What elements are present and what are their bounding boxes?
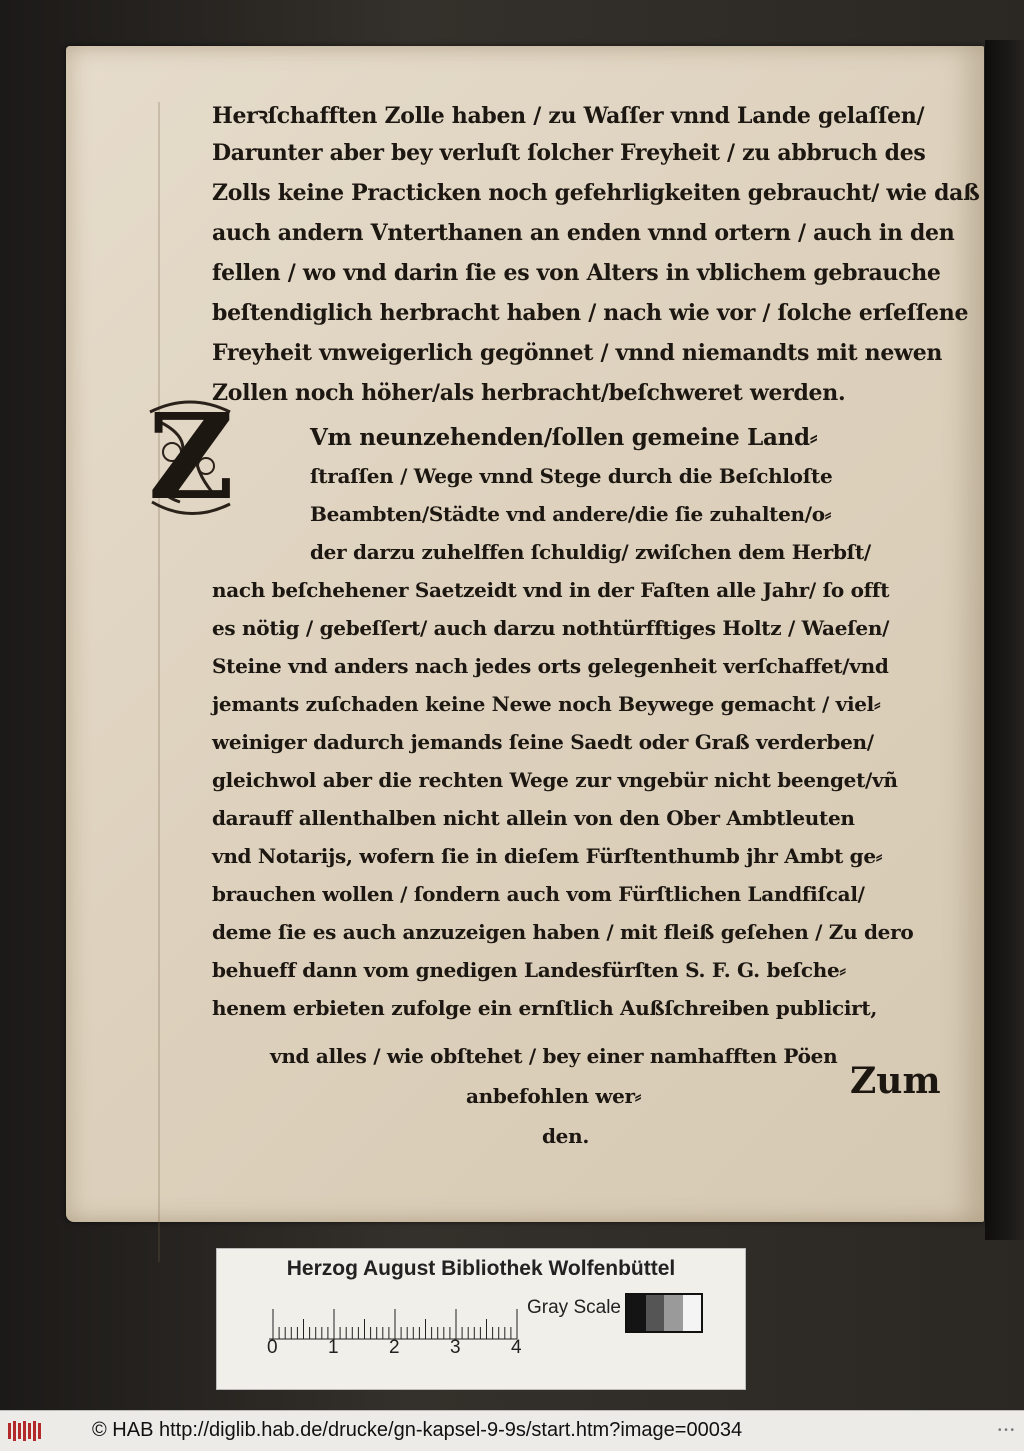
text-line: beſtendiglich herbracht haben / nach wie vor / ſolche erſeſſene xyxy=(212,300,969,326)
ruler-number: 0 xyxy=(267,1337,278,1358)
text-line: Zolls keine Practicken noch gefehrligkeiten gebraucht/ wie daß xyxy=(212,180,980,206)
text-line: behueff dann vom gnedigen Landesfürſten S. F. G. beſche⸗ xyxy=(212,958,846,982)
text-line: brauchen wollen / ſondern auch vom Fürſtlichen Landfiſcal/ xyxy=(212,882,865,906)
drop-cap: Z xyxy=(148,387,235,526)
gray-swatch xyxy=(664,1295,683,1331)
ruler-number: 2 xyxy=(389,1337,400,1358)
text-line: gleichwol aber die rechten Wege zur vngebür nicht beenget/vñ xyxy=(212,768,898,792)
text-line: es nötig / gebeſſert/ auch darzu nothtürfftiges Holtz / Waeſen/ xyxy=(212,616,890,640)
text-line: vnd alles / wie obſtehet / bey einer namhafften Pöen xyxy=(270,1044,838,1068)
text-line: Herꝛſchafften Zolle haben / zu Waſſer vnnd Lande gelaſſen/ xyxy=(212,103,925,129)
ruler-number: 1 xyxy=(328,1337,339,1358)
gray-swatch xyxy=(627,1295,646,1331)
text-line: Zollen noch höher/als herbracht/beſchweret werden. xyxy=(212,380,846,406)
text-line: nach beſchehener Saetzeidt vnd in der Faſten alle Jahr/ ſo offt xyxy=(212,578,890,602)
text-line: anbefohlen wer⸗ xyxy=(466,1084,642,1108)
gray-scale-swatches xyxy=(625,1293,703,1333)
text-line: auch andern Vnterthanen an enden vnnd ortern / auch in den xyxy=(212,220,955,246)
text-line: deme ſie es auch anzuzeigen haben / mit fleiß geſehen / Zu dero xyxy=(212,920,914,944)
hab-logo-icon xyxy=(6,1419,46,1443)
gray-scale-label: Gray Scale xyxy=(527,1297,621,1318)
library-name: Herzog August Bibliothek Wolfenbüttel xyxy=(286,1257,676,1280)
text-line: Steine vnd anders nach jedes orts gelegenheit verſchaffet/vnd xyxy=(212,654,889,678)
text-line: ſtraſſen / Wege vnnd Stege durch die Beſchloſte xyxy=(310,464,833,488)
ruler-number: 4 xyxy=(511,1337,522,1358)
catchword: Zum xyxy=(850,1060,941,1102)
text-line: darauff allenthalben nicht allein von den Ober Ambtleuten xyxy=(212,806,855,830)
color-chart xyxy=(216,1248,746,1390)
footer-bar xyxy=(0,1410,1024,1451)
text-line: weiniger dadurch jemands ſeine Saedt oder Graß verderben/ xyxy=(212,730,874,754)
text-line: den. xyxy=(542,1124,590,1148)
facing-page-edge xyxy=(985,40,1024,1240)
footer-dots: • • • xyxy=(997,1425,1014,1436)
ruler-number: 3 xyxy=(450,1337,461,1358)
text-line: Darunter aber bey verluſt ſolcher Freyheit / zu abbruch des xyxy=(212,140,926,166)
page-fold-line xyxy=(158,102,160,1262)
text-line: henem erbieten zufolge ein ernſtlich Außſchreiben publicirt, xyxy=(212,996,878,1020)
gray-swatch xyxy=(646,1295,665,1331)
text-line: der darzu zuhelffen ſchuldig/ zwiſchen dem Herbſt/ xyxy=(310,540,871,564)
gray-swatch xyxy=(683,1295,702,1331)
footer-url[interactable]: © HAB http://diglib.hab.de/drucke/gn-kapsel-9-9s/start.htm?image=00034 xyxy=(92,1419,743,1441)
text-line: Freyheit vnweigerlich gegönnet / vnnd niemandts mit newen xyxy=(212,340,943,366)
text-line: Vm neunzehenden/ſollen gemeine Land⸗ xyxy=(310,424,818,451)
text-line: jemants zuſchaden keine Newe noch Beywege gemacht / viel⸗ xyxy=(212,692,881,716)
text-line: fellen / wo vnd darin ſie es von Alters in vblichem gebrauche xyxy=(212,260,941,286)
text-line: vnd Notarijs, wofern ſie in dieſem Fürſtenthumb jhr Ambt ge⸗ xyxy=(212,844,883,868)
ruler xyxy=(269,1295,541,1345)
text-line: Beambten/Städte vnd andere/die ſie zuhalten/o⸗ xyxy=(310,502,832,526)
